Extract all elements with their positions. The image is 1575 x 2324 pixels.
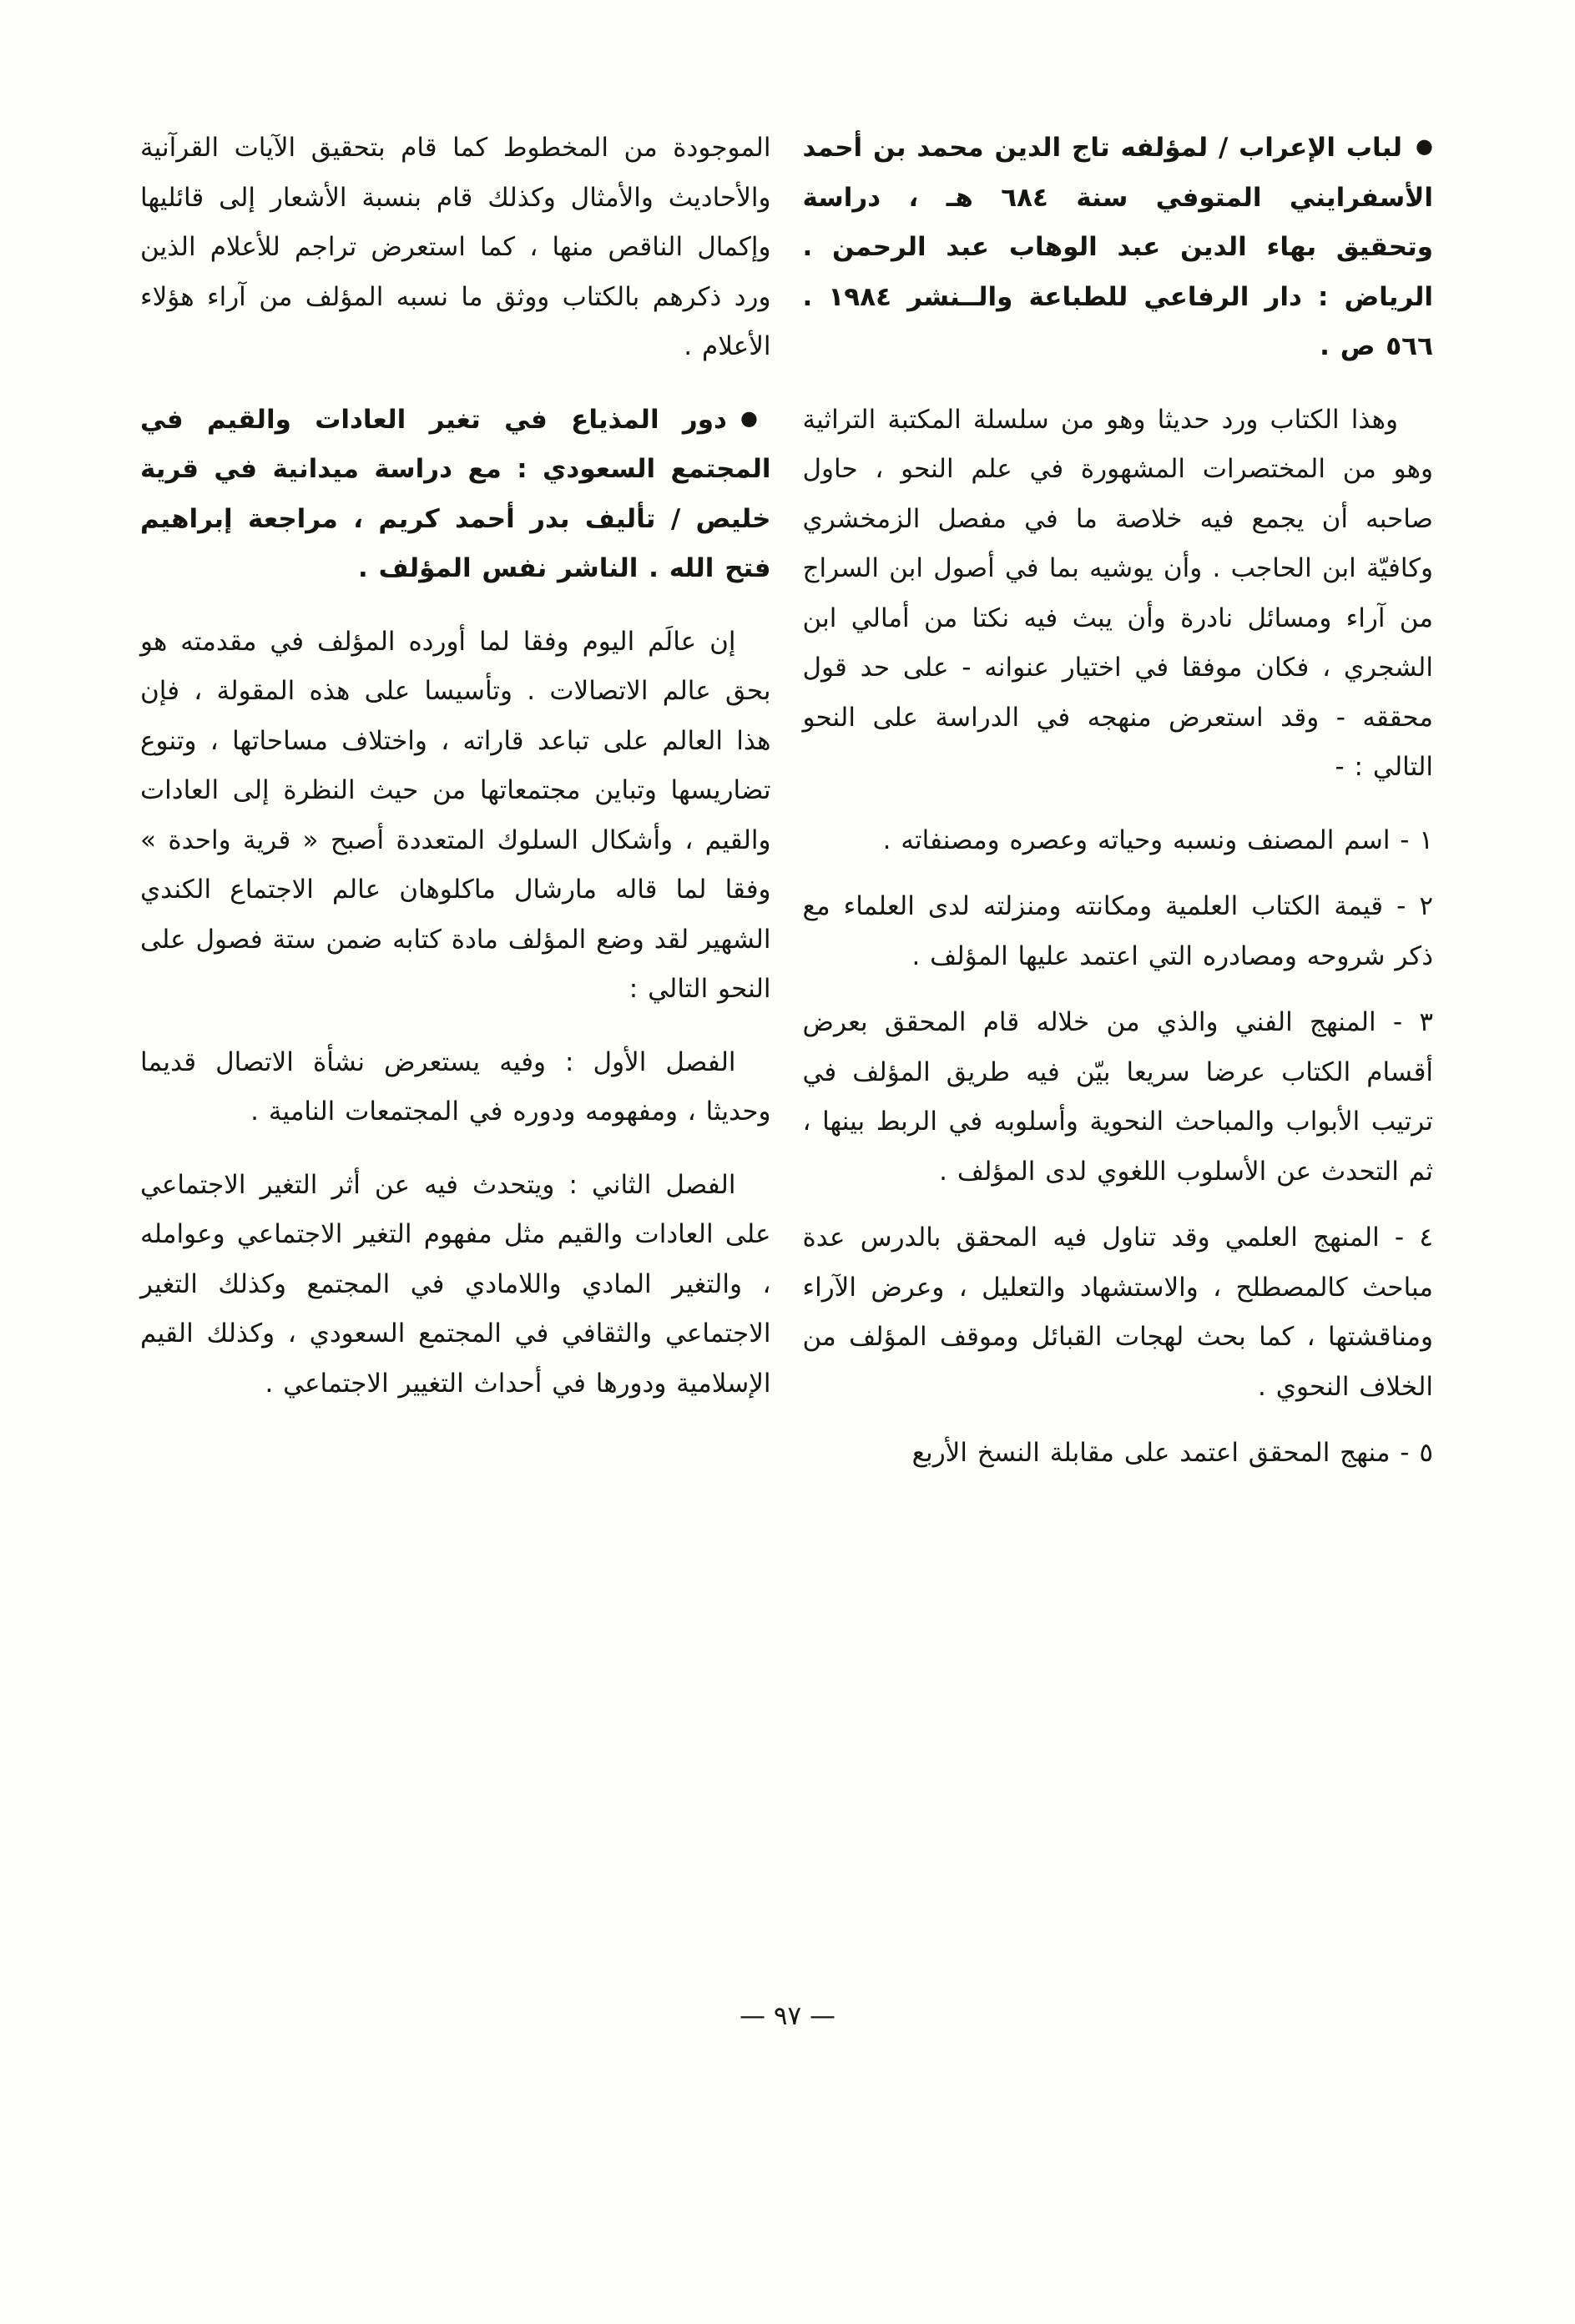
- paragraph-chapter-1: الفصل الأول : وفيه يستعرض نشأة الاتصال قديما وحديثا ، ومفهومه ودوره في المجتمعات النامية .: [140, 1046, 771, 1127]
- list-item-5: ٥ - منهج المحقق اعتمد على مقابلة النسخ الأربع: [911, 1438, 1433, 1469]
- list-item-4: ٤ - المنهج العلمي وقد تناول فيه المحقق بالدرس عدة مباحث كالمصطلح ، والاستشهاد والتعليل ، وعرض الآراء ومناقشتها ، كما بحث لهجات القبائل وموقف المؤلف من الخلاف النحوي .: [802, 1222, 1433, 1402]
- page-number: — ٩٧ —: [739, 2001, 836, 2031]
- bullet-icon: ●: [740, 406, 771, 430]
- bibliography-entry-title: [803, 124, 1434, 372]
- column-left: [140, 124, 771, 1432]
- text-columns: [140, 124, 1433, 1495]
- entry-title-text: دور المذياع في تغير العادات والقيم في المجتمع السعودي : مع دراسة ميدانية في قرية خليص / تأليف بدر أحمد كريم ، مراجعة إبراهيم فتح الله . الناشر نفس المؤلف .: [140, 404, 771, 584]
- paragraph-chapter-2: الفصل الثاني : ويتحدث فيه عن أثر التغير الاجتماعي على العادات والقيم مثل مفهوم التغير الاجتماعي وعوامله ، والتغير المادي واللامادي في المجتمع وكذلك التغير الاجتماعي والثقافي في المجتمع السعودي ، وكذلك القيم الإسلامية ودورها في أحداث التغيير الاجتماعي .: [140, 1169, 771, 1399]
- bullet-icon: ●: [1416, 134, 1433, 158]
- list-item-1: ١ - اسم المصنف ونسبه وحياته وعصره ومصنفاته .: [882, 824, 1433, 855]
- paragraph-continuation: الموجودة من المخطوط كما قام بتحقيق الآيات القرآنية والأحاديث والأمثال وكذلك قام بنسبة الأشعار إلى قائليها وإكمال الناقص منها ، كما استعرض تراجم للأعلام الذين ورد ذكرهم بالكتاب ووثق ما نسبه المؤلف من آراء هؤلاء الأعلام .: [140, 133, 771, 362]
- list-item-3: ٣ - المنهج الفني والذي من خلاله قام المحقق بعرض أقسام الكتاب عرضا سريعا بيّن فيه طريق المؤلف في ترتيب الأبواب والمباحث النحوية وأسلوبه في الربط بينها ، ثم التحدث عن الأسلوب اللغوي لدى المؤلف .: [802, 1007, 1433, 1187]
- paragraph-review-intro: وهذا الكتاب ورد حديثا وهو من سلسلة المكتبة التراثية وهو من المختصرات المشهورة في علم النحو ، حاول صاحبه أن يجمع فيه خلاصة ما في مفصل الزمخشري وكافيّة ابن الحاجب . وأن يوشيه بما في أصول ابن السراج من آراء ومسائل نادرة وأن يبث فيه نكتا من أمالي ابن الشجري ، فكان موفقا في اختيار عنوانه - على حد قول محققه - وقد استعرض منهجه في الدراسة على النحو التالي : -: [802, 404, 1433, 783]
- paragraph-review-intro-2: إن عالَم اليوم وفقا لما أورده المؤلف في مقدمته هو بحق عالم الاتصالات . وتأسيسا على هذه المقولة ، فإن هذا العالم على تباعد قاراته ، واختلاف مساحاتها ، وتنوع تضاريسها وتباين مجتمعاتها من حيث النظرة إلى العادات والقيم ، وأشكال السلوك المتعددة أصبح « قرية واحدة » وفقا لما قاله مارشال ماكلوهان عالم الاجتماع الكندي الشهير لقد وضع المؤلف مادة كتابه ضمن ستة فصول على النحو التالي :: [140, 626, 771, 1005]
- list-item-2: ٢ - قيمة الكتاب العلمية ومكانته ومنزلته لدى العلماء مع ذكر شروحه ومصادره التي اعتمد عليها المؤلف .: [802, 891, 1433, 971]
- bibliography-entry-title-2: [140, 396, 771, 594]
- column-right: [803, 124, 1434, 1495]
- entry-title-text: لباب الإعراب / لمؤلفه تاج الدين محمد بن أحمد الأسفرايني المتوفي سنة ٦٨٤ هـ ، دراسة وتحقيق بهاء الدين عبد الوهاب عبد الرحمن . الرياض : دار الرفاعي للطباعة والــنشر ١٩٨٤ . ٥٦٦ ص .: [802, 133, 1433, 362]
